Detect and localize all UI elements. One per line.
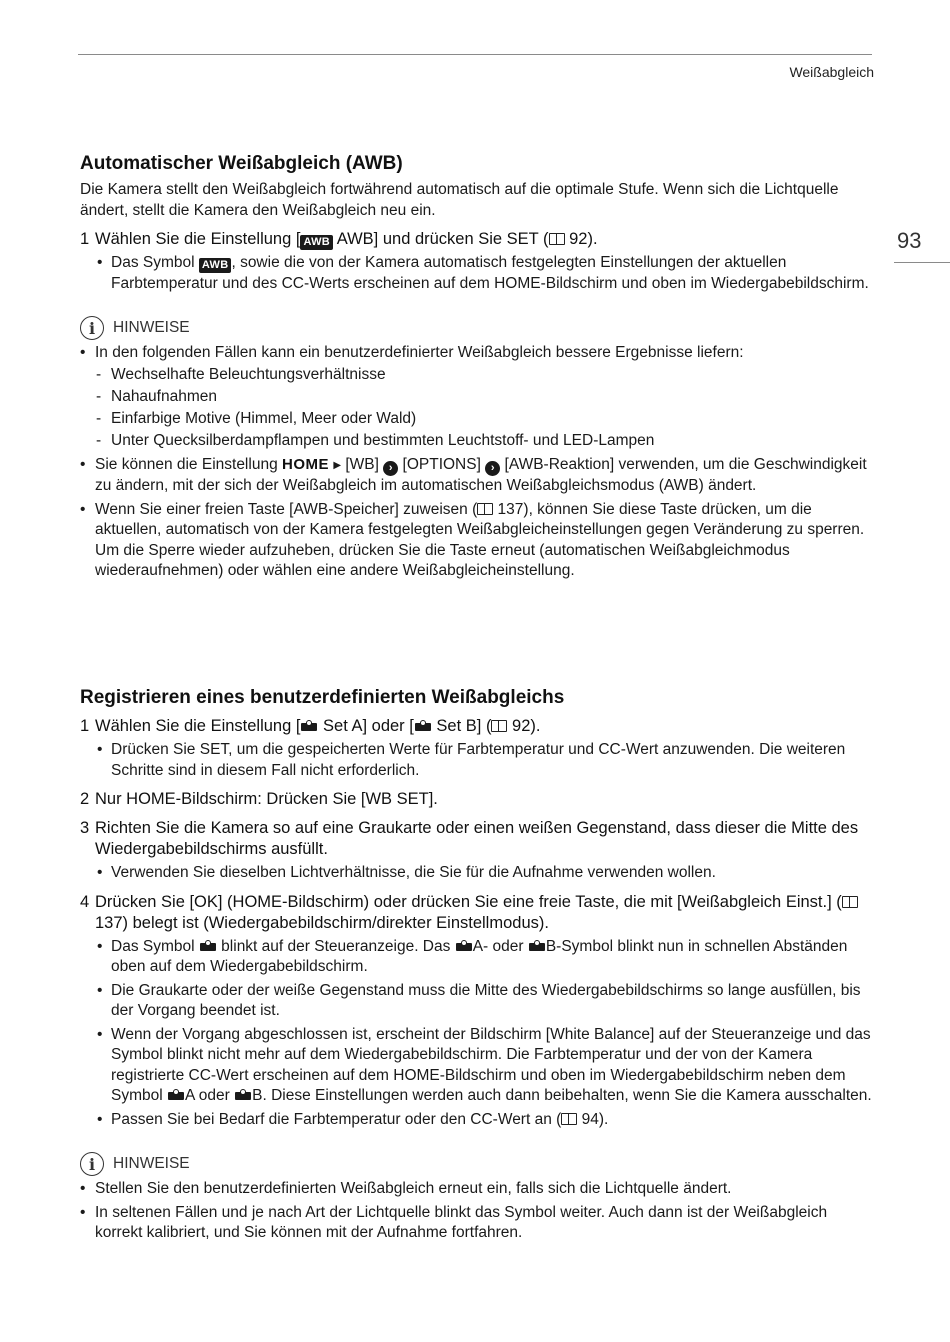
- awb-icon: AWB: [199, 258, 232, 273]
- custom-white-balance-icon: [455, 940, 473, 952]
- book-icon: [842, 896, 858, 908]
- custom-white-balance-icon: [234, 1089, 252, 1101]
- custom-step-4-bullet-1: • Das Symbol blinkt auf der Steueranzeige. Das A- oder B-Symbol blinkt nun in schnellen Abständen oben auf dem Wiedergabebildschirm.: [97, 937, 848, 975]
- custom-notes-heading: i HINWEISE: [80, 1152, 872, 1176]
- page-number: 93: [897, 228, 922, 253]
- awb-note-1: • In den folgenden Fällen kann ein benutzerdefinierter Weißabgleich bessere Ergebnisse liefern:: [80, 344, 744, 361]
- custom-white-balance-icon: [199, 940, 217, 952]
- awb-section: [80, 152, 872, 582]
- custom-white-balance-icon: [528, 940, 546, 952]
- awb-note-3: • Wenn Sie einer freien Taste [AWB-Speicher] zuweisen ( 137), können Sie diese Taste drücken, um die aktuellen, automatisch von der Kamera festgelegten Weißabgleicheinstellungen gegen Veränderung zu sperren. Um die Sperre wieder aufzuheben, drücken Sie die Taste erneut (automatischen Weißabgleichmodus wiederaufnehmen) oder wählen eine andere Weißabgleicheinstellung.: [80, 500, 865, 579]
- custom-step-4: 4 Drücken Sie [OK] (HOME-Bildschirm) oder drücken Sie eine freie Taste, die mit [Weißabgleich Einst.] ( 137) belegt ist (Wiedergabebildschirm/direkter Einstellmodus).: [80, 892, 872, 934]
- custom-white-balance-icon: [414, 720, 432, 732]
- custom-step-2: 2 Nur HOME-Bildschirm: Drücken Sie [WB SET].: [80, 790, 438, 808]
- page-number-rule: [894, 262, 950, 263]
- custom-white-balance-icon: [300, 720, 318, 732]
- awb-step-1: 1 Wählen Sie die Einstellung [ AWB AWB] und drücken Sie SET ( 92).: [80, 230, 598, 248]
- home-icon: HOME: [282, 455, 329, 473]
- custom-step-4-bullet-4: • Passen Sie bei Bedarf die Farbtemperatur oder den CC-Wert an ( 94).: [97, 1110, 609, 1128]
- dash-item: - Unter Quecksilberdampflampen und bestimmten Leuchtstoff- und LED-Lampen: [96, 431, 655, 449]
- custom-note-1: • Stellen Sie den benutzerdefinierten Weißabgleich erneut ein, falls sich die Lichtquelle ändert.: [80, 1180, 732, 1197]
- running-title: Weißabgleich: [789, 64, 874, 80]
- custom-step-3: 3 Richten Sie die Kamera so auf eine Graukarte oder einen weißen Gegenstand, dass dieser die Mitte des Wiedergabebildschirms ausfüllt.: [80, 819, 859, 858]
- arrow-right-icon: ›: [383, 461, 398, 476]
- info-icon: i: [80, 316, 104, 340]
- custom-wb-section-title: Registrieren eines benutzerdefinierten Weißabgleichs: [80, 687, 565, 708]
- awb-note-2: • Sie können die Einstellung HOME ▶ [WB] › [OPTIONS] › [AWB-Reaktion] verwenden, um die Geschwindigkeit zu ändern, mit der sich der Weißabgleich im automatischen Weißabgleichsmodus (AWB) ändert.: [80, 455, 867, 494]
- book-icon: [491, 720, 507, 732]
- custom-note-2: • In seltenen Fällen und je nach Art der Lichtquelle blinkt das Symbol weiter. Auch dann ist der Weißabgleich korrekt kalibriert, und Sie können mit der Aufnahme fortfahren.: [80, 1203, 828, 1241]
- custom-step-3-bullet: • Verwenden Sie dieselben Lichtverhältnisse, die Sie für die Aufnahme verwenden wollen.: [97, 864, 716, 881]
- dash-item: - Einfarbige Motive (Himmel, Meer oder Wald): [96, 409, 417, 427]
- book-icon: [477, 503, 493, 515]
- awb-intro: Die Kamera stellt den Weißabgleich fortwährend automatisch auf die optimale Stufe. Wenn sich die Lichtquelle ändert, stellt die Kamera den Weißabgleich neu ein.: [80, 181, 839, 219]
- custom-step-1-bullet: • Drücken Sie SET, um die gespeicherten Werte für Farbtemperatur und CC-Wert anzuwenden. Die weiteren Schritte sind in diesem Fall nicht erforderlich.: [97, 741, 846, 779]
- custom-step-4-bullet-2: • Die Graukarte oder der weiße Gegenstand muss die Mitte des Wiedergabebildschirms so lange ausfüllen, bis der Vorgang beendet ist.: [97, 981, 861, 1019]
- custom-white-balance-icon: [167, 1089, 185, 1101]
- awb-section-title: Automatischer Weißabgleich (AWB): [80, 153, 403, 174]
- book-icon: [549, 233, 565, 245]
- arrow-right-icon: ›: [485, 461, 500, 476]
- custom-wb-section: [80, 686, 872, 1244]
- awb-notes-heading: i HINWEISE: [80, 316, 872, 340]
- info-icon: i: [80, 1152, 104, 1176]
- custom-step-1: 1 Wählen Sie die Einstellung [ Set A] oder [ Set B] ( 92).: [80, 717, 541, 735]
- awb-step-1-bullet: • Das Symbol AWB , sowie die von der Kamera automatisch festgelegten Einstellungen der aktuellen Farbtemperatur und des CC-Werts erscheinen auf dem HOME-Bildschirm und oben im Wiedergabebildschirm.: [97, 254, 869, 292]
- awb-icon: AWB: [300, 235, 333, 250]
- triangle-right-icon: ▶: [333, 459, 342, 471]
- custom-step-4-bullet-3: • Wenn der Vorgang abgeschlossen ist, erscheint der Bildschirm [White Balance] auf der Steueranzeige und das Symbol blinkt nicht mehr auf dem Wiedergabebildschirm. Die Farbtemperatur und der von der Kamera registrierte CC-Wert erscheinen auf dem HOME-Bildschirm und oben im Wiedergabebildschirm neben dem Symbol A oder B. Diese Einstellungen werden auch dann beibehalten, wenn Sie die Kamera ausschalten.: [97, 1025, 872, 1104]
- dash-item: - Nahaufnahmen: [96, 387, 217, 405]
- book-icon: [561, 1113, 577, 1125]
- dash-item: - Wechselhafte Beleuchtungsverhältnisse: [96, 365, 386, 383]
- header-rule: [78, 54, 872, 55]
